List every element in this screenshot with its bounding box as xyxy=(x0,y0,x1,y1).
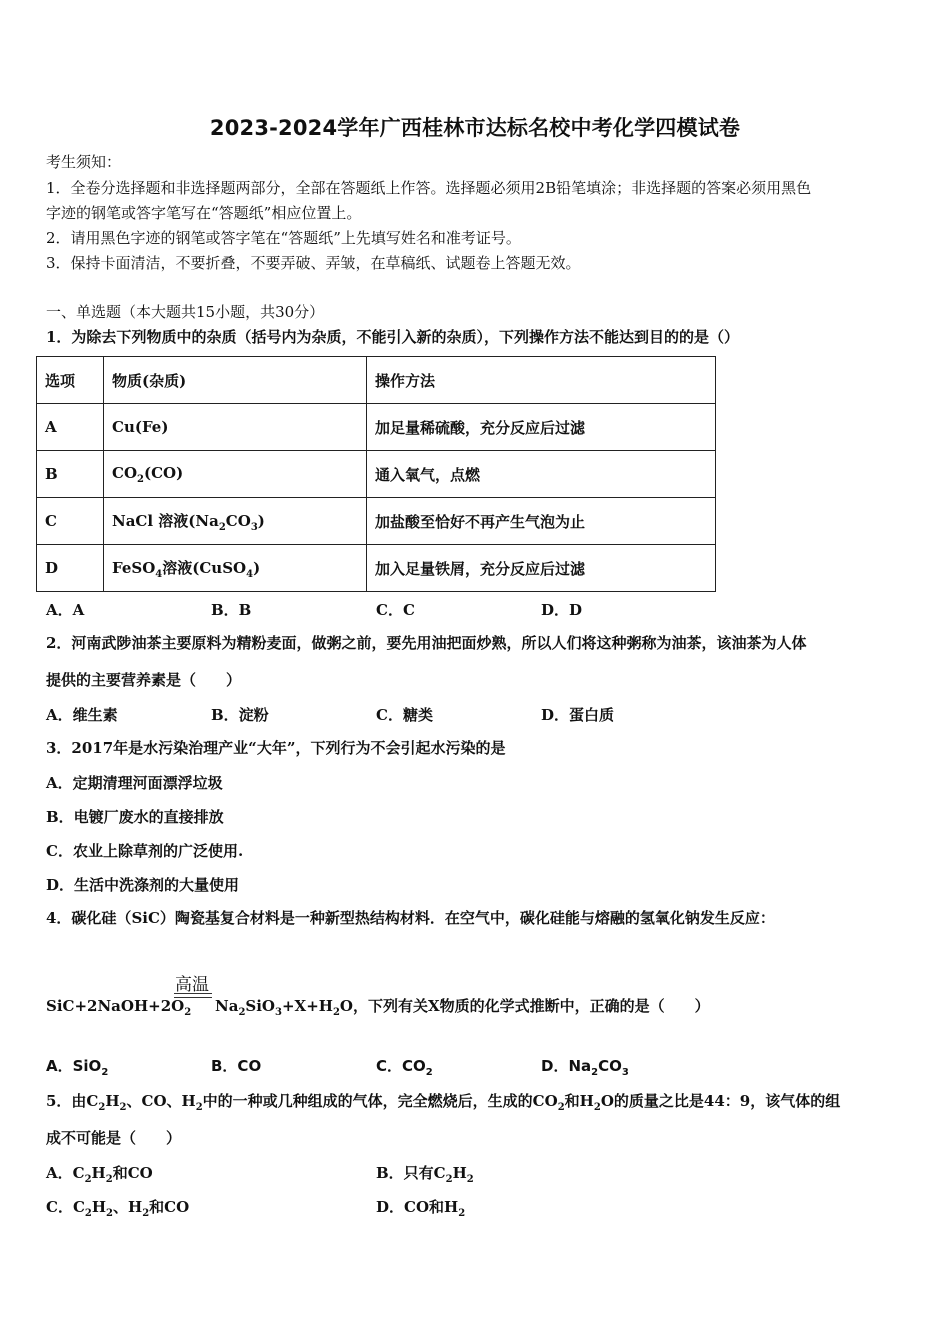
table-cell: 加盐酸至恰好不再产生气泡为止 xyxy=(367,498,716,545)
notice-line-3: 3．保持卡面清洁，不要折叠，不要弄破、弄皱，在草稿纸、试题卷上答题无效。 xyxy=(46,254,581,272)
q5-option-c: C．$C_2H_2$、$H_2$和CO xyxy=(46,1198,190,1219)
table-header-row xyxy=(37,357,716,404)
q4-option-b: B．CO xyxy=(211,1057,262,1075)
table-cell: Cu(Fe) xyxy=(104,404,367,451)
q3-option-b: B．电镀厂废水的直接排放 xyxy=(46,808,224,826)
table-row xyxy=(37,451,716,498)
table-cell: 加入足量铁屑，充分反应后过滤 xyxy=(367,545,716,592)
q5-option-a: A．$C_2H_2$和CO xyxy=(46,1164,153,1185)
table-row xyxy=(37,404,716,451)
table-cell: C xyxy=(37,498,104,545)
notice-heading: 考生须知： xyxy=(46,153,122,171)
table-cell: D xyxy=(37,545,104,592)
q1-option-d: D．D xyxy=(541,601,583,619)
q2-option-d: D．蛋白质 xyxy=(541,706,615,724)
table-row xyxy=(37,498,716,545)
q2-stem-line1: 2．河南武陟油茶主要原料为精粉麦面，做粥之前，要先用油把面炒熟，所以人们将这种粥称为油茶，该油茶为人体 xyxy=(46,634,807,652)
table-cell: A xyxy=(37,404,104,451)
q4-option-c: C．$CO_2$ xyxy=(376,1057,433,1078)
q2-option-b: B．淀粉 xyxy=(211,706,269,724)
reaction-condition: 高温 xyxy=(175,975,209,995)
q1-option-c: C．C xyxy=(376,601,415,619)
q3-option-c: C．农业上除草剂的广泛使用. xyxy=(46,842,244,860)
table-cell: $CO_2(CO)$ xyxy=(104,451,367,498)
q4-stem: 4．碳化硅（SiC）陶瓷基复合材料是一种新型热结构材料．在空气中，碳化硅能与熔融的氢氧化钠发生反应： xyxy=(46,909,775,927)
q3-option-a: A．定期清理河面漂浮垃圾 xyxy=(46,774,223,792)
q5-option-d: D．CO和$H_2$ xyxy=(376,1198,466,1219)
q1-option-a: A．A xyxy=(46,601,85,619)
q2-option-c: C．糖类 xyxy=(376,706,433,724)
section-heading: 一、单选题（本大题共15小题，共30分） xyxy=(46,303,325,321)
q5-stem-line1: 5．由$C_2H_2$、CO、$H_2$中的一种或几种组成的气体，完全燃烧后，生成的$CO_2$和$H_2O$的质量之比是44：9，该气体的组 xyxy=(46,1092,841,1113)
table-row xyxy=(37,545,716,592)
q5-stem-line2: 成不可能是（ ） xyxy=(46,1129,182,1147)
q5-option-b: B．只有$C_2H_2$ xyxy=(376,1164,474,1185)
notice-line-1a: 1．全卷分选择题和非选择题两部分，全部在答题纸上作答。选择题必须用2B铅笔填涂；非选择题的答案必须用黑色 xyxy=(46,179,812,197)
q1-option-b: B．B xyxy=(211,601,252,619)
table-header-cell: 操作方法 xyxy=(367,357,716,404)
page-title: 2023-2024学年广西桂林市达标名校中考化学四模试卷 xyxy=(209,116,741,140)
q1-stem: 1．为除去下列物质中的杂质（括号内为杂质，不能引入新的杂质），下列操作方法不能达到目的的是（） xyxy=(46,328,739,346)
q1-table xyxy=(36,356,716,592)
q2-option-a: A．维生素 xyxy=(46,706,118,724)
q4-equation-left: $SiC+2NaOH+2O_2$ xyxy=(46,997,192,1018)
table-header-cell: 选项 xyxy=(37,357,104,404)
q4-option-d: D．$Na_2CO_3$ xyxy=(541,1057,629,1078)
table-cell: B xyxy=(37,451,104,498)
q3-option-d: D．生活中洗涤剂的大量使用 xyxy=(46,876,240,894)
table-cell: FeSO$_4$溶液(CuSO$_4$) xyxy=(104,545,367,592)
q4-option-a: A．SiO$_2$ xyxy=(46,1057,109,1078)
table-cell: 通入氧气，点燃 xyxy=(367,451,716,498)
table-cell: 加足量稀硫酸，充分反应后过滤 xyxy=(367,404,716,451)
q4-equation-right: $Na_2SiO_3+X+H_2O$，下列有关X物质的化学式推断中，正确的是（ ） xyxy=(215,997,710,1018)
notice-line-2: 2．请用黑色字迹的钢笔或答字笔在“答题纸”上先填写姓名和准考证号。 xyxy=(46,229,521,247)
q2-stem-line2: 提供的主要营养素是（ ） xyxy=(46,671,242,689)
table-header-cell: 物质(杂质) xyxy=(104,357,367,404)
notice-line-1b: 字迹的钢笔或答字笔写在“答题纸”相应位置上。 xyxy=(46,204,362,222)
q3-stem: 3．2017年是水污染治理产业“大年”，下列行为不会引起水污染的是 xyxy=(46,739,506,757)
table-cell: NaCl 溶液$(Na_2CO_3)$ xyxy=(104,498,367,545)
